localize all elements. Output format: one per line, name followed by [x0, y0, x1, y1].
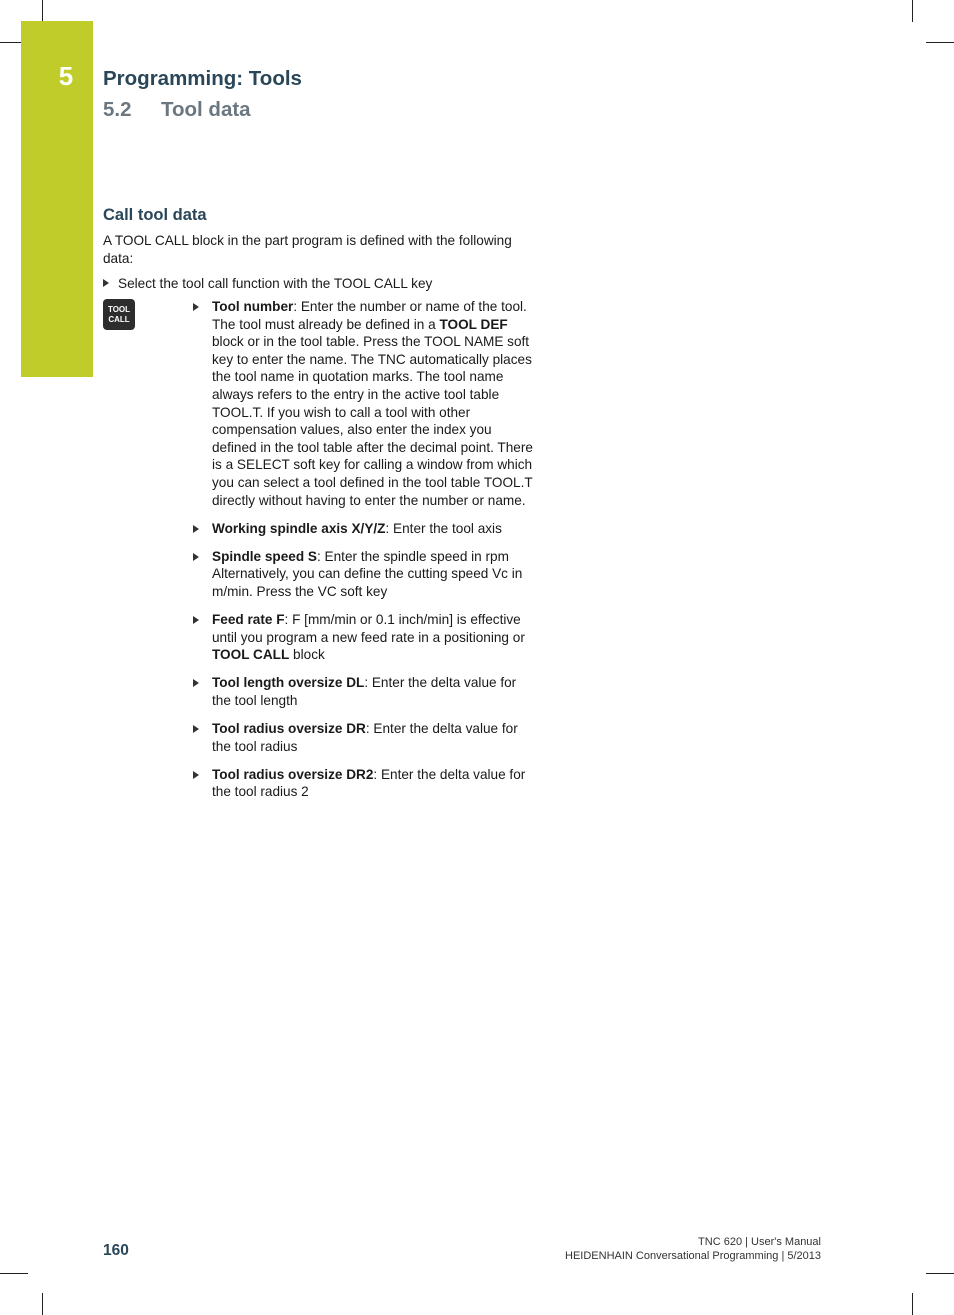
crop-mark	[926, 1273, 954, 1274]
chapter-number: 5	[58, 61, 74, 91]
item-term: Tool length oversize DL	[212, 675, 365, 691]
item-text: block	[289, 647, 325, 663]
crop-mark	[42, 0, 43, 22]
list-item	[193, 520, 537, 538]
item-term: Tool radius oversize DR2	[212, 766, 374, 782]
instruction-step	[103, 275, 535, 293]
item-text: : F [mm/min or 0.1 inch/min] is effective until you program a new feed rate in a positioning or	[212, 612, 525, 645]
item-text: : Enter the spindle speed in rpm Alternatively, you can define the cutting speed Vc in m/min. Press the VC soft key	[212, 548, 523, 599]
item-text: : Enter the number or name of the tool. The tool must already be defined in a	[212, 299, 527, 332]
list-item	[193, 548, 537, 601]
page-number: 160	[103, 1242, 129, 1259]
instruction-text: Select the tool call function with the TOOL CALL key	[118, 276, 433, 291]
arrow-bullet-icon	[193, 525, 199, 533]
section-number: 5.2	[103, 98, 132, 121]
parameter-list	[193, 298, 537, 811]
list-item	[193, 298, 537, 509]
intro-paragraph: A TOOL CALL block in the part program is defined with the following data:	[103, 233, 512, 266]
section-title	[103, 98, 251, 122]
footer	[565, 1235, 821, 1263]
footer-line1: TNC 620 | User's Manual	[698, 1236, 821, 1248]
crop-mark	[912, 0, 913, 22]
item-text: : Enter the delta value for the tool radius	[212, 720, 518, 754]
item-text: : Enter the delta value for the tool length	[212, 675, 517, 708]
key-label-line1: TOOL	[107, 304, 131, 314]
item-text: block or in the tool table. Press the TOOL NAME soft key to enter the name. The TNC automatically places the tool name in quotation marks. The tool name always refers to the entry in the active tool table TOOL.T. If you wish to call a tool with other compensation values, also enter the index you defined in the tool table after the decimal point. There is a SELECT soft key for calling a window from which you can select a tool defined in the tool table TOOL.T directly without having to enter the number or name.	[212, 334, 533, 508]
chapter-title: Programming: Tools	[103, 67, 302, 90]
crop-mark	[42, 1293, 43, 1315]
arrow-bullet-icon	[103, 279, 109, 287]
footer-line2: HEIDENHAIN Conversational Programming | 5/2013	[565, 1250, 821, 1262]
item-term: Working spindle axis X/Y/Z	[212, 520, 386, 536]
section-name: Tool data	[161, 98, 251, 121]
key-label-line2: CALL	[108, 314, 130, 324]
item-term: Spindle speed S	[212, 548, 317, 564]
chapter-tab	[21, 21, 93, 377]
arrow-bullet-icon	[193, 303, 199, 311]
item-text: : Enter the delta value for the tool radius 2	[212, 766, 526, 800]
subsection-heading: Call tool data	[103, 206, 207, 224]
item-term: Feed rate F	[212, 612, 285, 627]
item-term: Tool radius oversize DR	[212, 720, 366, 736]
tool-call-key-icon	[103, 299, 135, 330]
arrow-bullet-icon	[193, 725, 199, 733]
arrow-bullet-icon	[193, 616, 199, 624]
crop-mark	[912, 1293, 913, 1315]
crop-mark	[926, 42, 954, 43]
item-term: TOOL DEF	[439, 316, 508, 332]
list-item	[193, 674, 537, 709]
list-item	[193, 720, 537, 755]
crop-mark	[0, 1273, 28, 1274]
arrow-bullet-icon	[193, 553, 199, 561]
item-text: : Enter the tool axis	[385, 520, 502, 536]
list-item	[193, 611, 537, 664]
item-term: Tool number	[212, 299, 294, 314]
arrow-bullet-icon	[193, 679, 199, 687]
arrow-bullet-icon	[193, 771, 199, 779]
list-item	[193, 766, 537, 801]
item-term: TOOL CALL	[212, 647, 290, 663]
